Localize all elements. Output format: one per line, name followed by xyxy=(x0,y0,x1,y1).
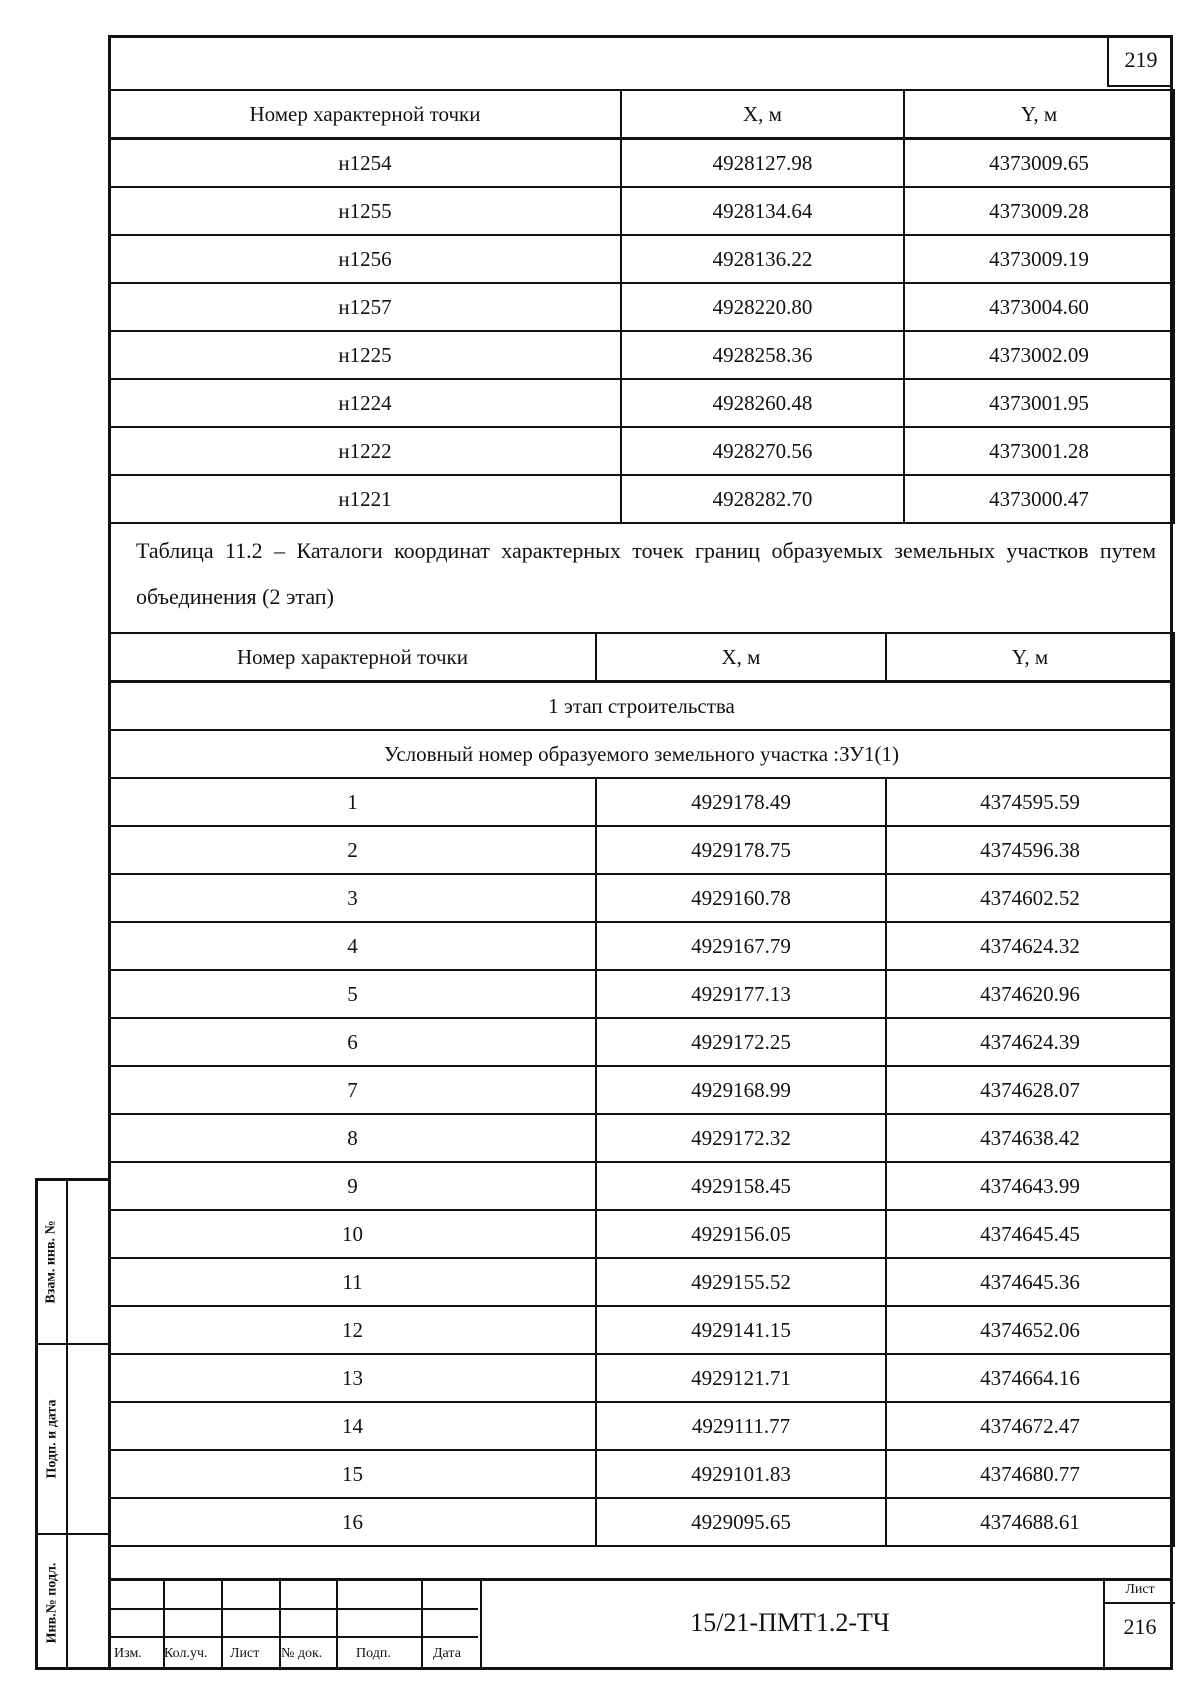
point-number-cell: 7 xyxy=(109,1066,596,1114)
y-coordinate-cell: 4374624.39 xyxy=(886,1018,1174,1066)
title-block-col-line xyxy=(421,1578,423,1670)
y-coordinate-cell: 4373002.09 xyxy=(904,331,1174,379)
title-block-col-line xyxy=(221,1578,223,1670)
x-coordinate-cell: 4929178.75 xyxy=(596,826,886,874)
table-row xyxy=(109,379,1174,427)
table-row xyxy=(109,874,1174,922)
x-coordinate-cell: 4929177.13 xyxy=(596,970,886,1018)
point-number-cell: 13 xyxy=(109,1354,596,1402)
table-caption: Таблица 11.2 – Каталоги координат характерных точек границ образуемых земельных участков путем объединения (2 этап) xyxy=(136,538,1156,609)
point-number-cell: 2 xyxy=(109,826,596,874)
table-row xyxy=(109,1210,1174,1258)
table-row xyxy=(109,187,1174,235)
x-coordinate-cell: 4929121.71 xyxy=(596,1354,886,1402)
table-row xyxy=(109,778,1174,826)
y-coordinate-cell: 4374664.16 xyxy=(886,1354,1174,1402)
table-row xyxy=(109,475,1174,523)
x-coordinate-cell: 4928127.98 xyxy=(621,139,904,188)
side-cell-inventory xyxy=(38,1535,68,1670)
plot-number-label: Условный номер образуемого земельного участка :ЗУ1(1) xyxy=(109,730,1174,778)
header-y: Y, м xyxy=(904,90,1174,139)
y-coordinate-cell: 4373000.47 xyxy=(904,475,1174,523)
point-number-cell: 12 xyxy=(109,1306,596,1354)
point-number-cell: 15 xyxy=(109,1450,596,1498)
side-label-signature: Подп. и дата xyxy=(44,1399,59,1479)
x-coordinate-cell: 4928270.56 xyxy=(621,427,904,475)
table-row xyxy=(109,427,1174,475)
plot-number-row xyxy=(109,730,1174,778)
table-header-row xyxy=(109,90,1174,139)
title-block-label-signature: Подп. xyxy=(356,1646,391,1661)
table-row xyxy=(109,1114,1174,1162)
point-number-cell: н1222 xyxy=(109,427,621,475)
point-number-cell: н1224 xyxy=(109,379,621,427)
stage-label: 1 этап строительства xyxy=(109,682,1174,731)
title-block-top-line xyxy=(108,1578,1173,1581)
point-number-cell: н1255 xyxy=(109,187,621,235)
point-number-cell: 4 xyxy=(109,922,596,970)
table-header-row xyxy=(109,633,1174,682)
document-code: 15/21-ПМТ1.2-ТЧ xyxy=(690,1608,890,1637)
title-block-label-docno: № док. xyxy=(281,1646,323,1661)
table-row xyxy=(109,1498,1174,1546)
sheet-label: Лист xyxy=(1105,1578,1175,1604)
title-block-label-change: Изм. xyxy=(114,1646,142,1661)
side-label-replacement: Взам. инв. № xyxy=(44,1220,60,1304)
table-row xyxy=(109,1162,1174,1210)
x-coordinate-cell: 4929160.78 xyxy=(596,874,886,922)
point-number-cell: н1221 xyxy=(109,475,621,523)
coordinates-table-2 xyxy=(108,632,1175,1547)
table-row xyxy=(109,1450,1174,1498)
point-number-cell: 9 xyxy=(109,1162,596,1210)
point-number-cell: 6 xyxy=(109,1018,596,1066)
side-label-inventory: Инв.№ подл. xyxy=(44,1562,59,1643)
point-number-cell: 11 xyxy=(109,1258,596,1306)
side-cell-replacement xyxy=(38,1181,68,1343)
table-row xyxy=(109,1258,1174,1306)
y-coordinate-cell: 4373009.28 xyxy=(904,187,1174,235)
sheet-number: 216 xyxy=(1123,1614,1157,1639)
x-coordinate-cell: 4928258.36 xyxy=(621,331,904,379)
x-coordinate-cell: 4929155.52 xyxy=(596,1258,886,1306)
point-number-cell: 1 xyxy=(109,778,596,826)
table-row xyxy=(109,1354,1174,1402)
header-point-number: Номер характерной точки xyxy=(109,90,621,139)
y-coordinate-cell: 4374620.96 xyxy=(886,970,1174,1018)
title-block-label-sheet: Лист xyxy=(230,1646,260,1661)
point-number-cell: н1225 xyxy=(109,331,621,379)
x-coordinate-cell: 4929172.32 xyxy=(596,1114,886,1162)
point-number-cell: н1254 xyxy=(109,139,621,188)
table-row xyxy=(109,283,1174,331)
y-coordinate-cell: 4373004.60 xyxy=(904,283,1174,331)
point-number-cell: 10 xyxy=(109,1210,596,1258)
coordinates-table-1 xyxy=(108,89,1175,524)
y-coordinate-cell: 4374688.61 xyxy=(886,1498,1174,1546)
y-coordinate-cell: 4373001.28 xyxy=(904,427,1174,475)
table-row xyxy=(109,331,1174,379)
header-point-number: Номер характерной точки xyxy=(109,633,596,682)
x-coordinate-cell: 4929167.79 xyxy=(596,922,886,970)
side-cell-signature xyxy=(38,1345,68,1533)
title-block-col-line xyxy=(336,1578,338,1670)
title-block-label-date: Дата xyxy=(433,1646,461,1661)
x-coordinate-cell: 4928260.48 xyxy=(621,379,904,427)
point-number-cell: 8 xyxy=(109,1114,596,1162)
table-row xyxy=(109,1402,1174,1450)
y-coordinate-cell: 4374672.47 xyxy=(886,1402,1174,1450)
table-row xyxy=(109,139,1174,188)
y-coordinate-cell: 4374628.07 xyxy=(886,1066,1174,1114)
x-coordinate-cell: 4929172.25 xyxy=(596,1018,886,1066)
y-coordinate-cell: 4373009.65 xyxy=(904,139,1174,188)
point-number-cell: 3 xyxy=(109,874,596,922)
x-coordinate-cell: 4928136.22 xyxy=(621,235,904,283)
x-coordinate-cell: 4929168.99 xyxy=(596,1066,886,1114)
y-coordinate-cell: 4374596.38 xyxy=(886,826,1174,874)
x-coordinate-cell: 4929101.83 xyxy=(596,1450,886,1498)
point-number-cell: 5 xyxy=(109,970,596,1018)
header-x: X, м xyxy=(621,90,904,139)
point-number-cell: 16 xyxy=(109,1498,596,1546)
y-coordinate-cell: 4374643.99 xyxy=(886,1162,1174,1210)
table-row xyxy=(109,1018,1174,1066)
x-coordinate-cell: 4928134.64 xyxy=(621,187,904,235)
point-number-cell: н1257 xyxy=(109,283,621,331)
table-row xyxy=(109,970,1174,1018)
y-coordinate-cell: 4374595.59 xyxy=(886,778,1174,826)
y-coordinate-cell: 4374645.45 xyxy=(886,1210,1174,1258)
y-coordinate-cell: 4374638.42 xyxy=(886,1114,1174,1162)
header-y: Y, м xyxy=(886,633,1174,682)
x-coordinate-cell: 4929111.77 xyxy=(596,1402,886,1450)
sheet-box xyxy=(1103,1578,1173,1670)
side-stamp xyxy=(35,1178,108,1670)
stage-row xyxy=(109,682,1174,731)
title-block-label-count: Кол.уч. xyxy=(164,1646,208,1661)
table-row xyxy=(109,235,1174,283)
y-coordinate-cell: 4374652.06 xyxy=(886,1306,1174,1354)
x-coordinate-cell: 4929158.45 xyxy=(596,1162,886,1210)
table-row xyxy=(109,826,1174,874)
x-coordinate-cell: 4928282.70 xyxy=(621,475,904,523)
point-number-cell: н1256 xyxy=(109,235,621,283)
y-coordinate-cell: 4374680.77 xyxy=(886,1450,1174,1498)
x-coordinate-cell: 4929178.49 xyxy=(596,778,886,826)
x-coordinate-cell: 4929156.05 xyxy=(596,1210,886,1258)
table-row xyxy=(109,922,1174,970)
point-number-cell: 14 xyxy=(109,1402,596,1450)
title-block xyxy=(108,1578,1173,1670)
y-coordinate-cell: 4374624.32 xyxy=(886,922,1174,970)
y-coordinate-cell: 4373009.19 xyxy=(904,235,1174,283)
table-row xyxy=(109,1306,1174,1354)
x-coordinate-cell: 4929141.15 xyxy=(596,1306,886,1354)
page-number: 219 xyxy=(1107,35,1173,87)
x-coordinate-cell: 4929095.65 xyxy=(596,1498,886,1546)
header-x: X, м xyxy=(596,633,886,682)
y-coordinate-cell: 4374602.52 xyxy=(886,874,1174,922)
y-coordinate-cell: 4373001.95 xyxy=(904,379,1174,427)
table-row xyxy=(109,1066,1174,1114)
x-coordinate-cell: 4928220.80 xyxy=(621,283,904,331)
y-coordinate-cell: 4374645.36 xyxy=(886,1258,1174,1306)
